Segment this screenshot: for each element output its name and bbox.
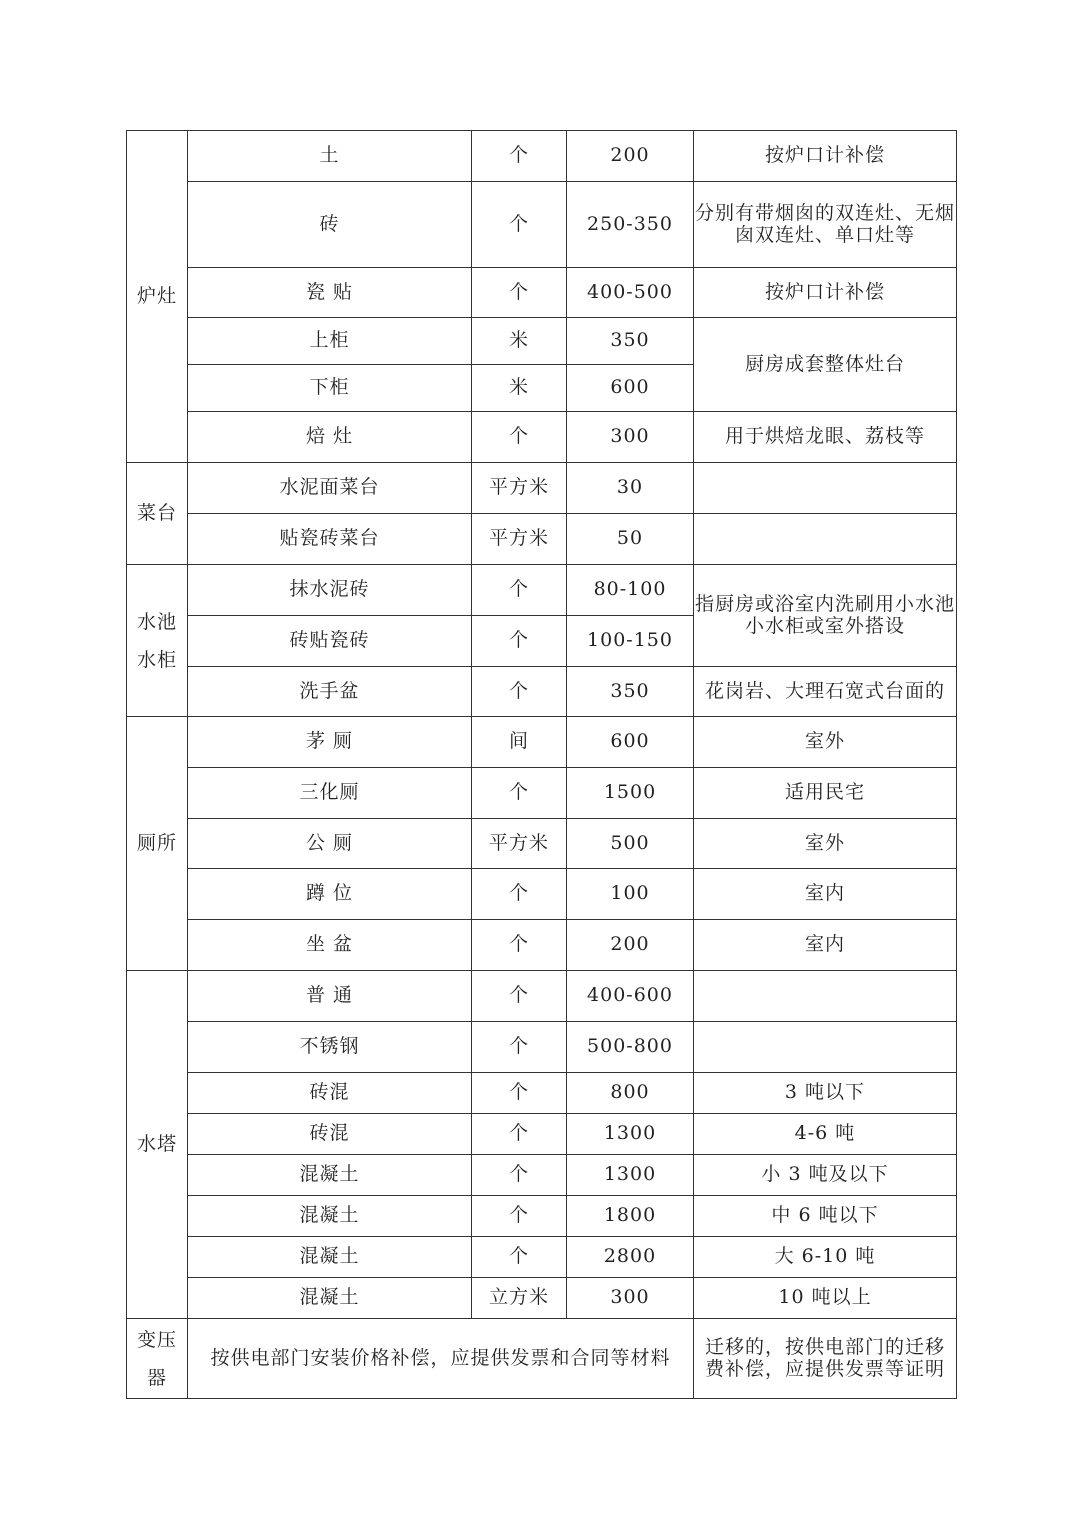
unit-cell: 个 [472, 1073, 567, 1114]
price-cell: 350 [567, 667, 694, 717]
note-cell: 厨房成套整体灶台 [694, 318, 957, 412]
table-row [127, 1073, 957, 1114]
unit-cell: 平方米 [472, 819, 567, 869]
note-cell: 分别有带烟囱的双连灶、无烟囱双连灶、单口灶等 [694, 182, 957, 268]
price-cell: 400-600 [567, 971, 694, 1022]
table-row [127, 514, 957, 565]
unit-cell: 平方米 [472, 463, 567, 514]
compensation-table [126, 130, 957, 1399]
table-row [127, 1278, 957, 1319]
table-row [127, 412, 957, 463]
table-row [127, 1237, 957, 1278]
note-cell: 小 3 吨及以下 [694, 1155, 957, 1196]
item-cell: 焙 灶 [188, 412, 472, 463]
note-cell [694, 1022, 957, 1073]
note-cell: 适用民宅 [694, 768, 957, 819]
price-cell: 50 [567, 514, 694, 565]
table-row [127, 869, 957, 920]
price-cell: 800 [567, 1073, 694, 1114]
category-sink-line1: 水池 [136, 610, 177, 633]
transformer-description: 按供电部门安装价格补偿，应提供发票和合同等材料 [188, 1319, 694, 1399]
table-row [127, 463, 957, 514]
price-cell: 80-100 [567, 565, 694, 616]
item-cell: 土 [188, 131, 472, 182]
price-cell: 1800 [567, 1196, 694, 1237]
item-cell: 砖混 [188, 1073, 472, 1114]
unit-cell: 个 [472, 616, 567, 667]
item-cell: 公 厕 [188, 819, 472, 869]
note-cell: 按炉口计补偿 [694, 268, 957, 318]
item-cell: 贴瓷砖菜台 [188, 514, 472, 565]
note-cell: 4-6 吨 [694, 1114, 957, 1155]
note-cell: 指厨房或浴室内洗刷用小水池小水柜或室外搭设 [694, 565, 957, 667]
table-row [127, 971, 957, 1022]
unit-cell: 平方米 [472, 514, 567, 565]
item-cell: 砖贴瓷砖 [188, 616, 472, 667]
table-row [127, 667, 957, 717]
unit-cell: 个 [472, 1022, 567, 1073]
note-cell [694, 514, 957, 565]
note-cell: 花岗岩、大理石宽式台面的 [694, 667, 957, 717]
price-cell: 400-500 [567, 268, 694, 318]
price-cell: 100 [567, 869, 694, 920]
category-stove: 炉灶 [127, 131, 188, 463]
category-tower: 水塔 [127, 971, 188, 1319]
unit-cell: 个 [472, 1114, 567, 1155]
note-cell: 室内 [694, 869, 957, 920]
table-row [127, 819, 957, 869]
unit-cell: 个 [472, 768, 567, 819]
price-cell: 2800 [567, 1237, 694, 1278]
price-cell: 300 [567, 1278, 694, 1319]
item-cell: 不锈钢 [188, 1022, 472, 1073]
table-row [127, 717, 957, 768]
item-cell: 下柜 [188, 365, 472, 412]
item-cell: 洗手盆 [188, 667, 472, 717]
category-sink [127, 565, 188, 717]
unit-cell: 间 [472, 717, 567, 768]
unit-cell: 个 [472, 131, 567, 182]
note-cell [694, 463, 957, 514]
table-row [127, 1319, 957, 1399]
table-row [127, 565, 957, 616]
transformer-note-line2: 费补偿，应提供发票等证明 [704, 1357, 945, 1380]
unit-cell: 个 [472, 971, 567, 1022]
price-cell: 600 [567, 717, 694, 768]
note-cell: 中 6 吨以下 [694, 1196, 957, 1237]
category-sink-line2: 水柜 [136, 648, 177, 671]
item-cell: 抹水泥砖 [188, 565, 472, 616]
table-row [127, 1114, 957, 1155]
item-cell: 水泥面菜台 [188, 463, 472, 514]
item-cell: 三化厕 [188, 768, 472, 819]
table-row [127, 768, 957, 819]
item-cell: 砖混 [188, 1114, 472, 1155]
price-cell: 100-150 [567, 616, 694, 667]
item-cell: 蹲 位 [188, 869, 472, 920]
table-row [127, 1022, 957, 1073]
unit-cell: 个 [472, 412, 567, 463]
note-cell [694, 971, 957, 1022]
item-cell: 普 通 [188, 971, 472, 1022]
item-cell: 上柜 [188, 318, 472, 365]
unit-cell: 个 [472, 565, 567, 616]
note-cell: 室外 [694, 717, 957, 768]
table-row [127, 182, 957, 268]
table-row [127, 318, 957, 365]
unit-cell: 个 [472, 1155, 567, 1196]
transformer-note [694, 1319, 957, 1399]
note-cell: 用于烘焙龙眼、荔枝等 [694, 412, 957, 463]
category-transformer-line1: 变压 [136, 1328, 177, 1351]
unit-cell: 个 [472, 268, 567, 318]
category-transformer-line2: 器 [146, 1366, 167, 1389]
unit-cell: 米 [472, 365, 567, 412]
table-row [127, 1155, 957, 1196]
item-cell: 茅 厕 [188, 717, 472, 768]
note-cell: 室内 [694, 920, 957, 971]
item-cell: 混凝土 [188, 1196, 472, 1237]
price-cell: 1500 [567, 768, 694, 819]
transformer-note-line1: 迁移的，按供电部门的迁移 [704, 1335, 945, 1358]
note-cell: 大 6-10 吨 [694, 1237, 957, 1278]
price-cell: 600 [567, 365, 694, 412]
table-row [127, 268, 957, 318]
category-toilet: 厕所 [127, 717, 188, 971]
price-cell: 200 [567, 920, 694, 971]
item-cell: 混凝土 [188, 1155, 472, 1196]
item-cell: 混凝土 [188, 1278, 472, 1319]
item-cell: 砖 [188, 182, 472, 268]
price-cell: 500-800 [567, 1022, 694, 1073]
unit-cell: 个 [472, 1196, 567, 1237]
price-cell: 300 [567, 412, 694, 463]
unit-cell: 个 [472, 667, 567, 717]
price-cell: 500 [567, 819, 694, 869]
table-row [127, 920, 957, 971]
unit-cell: 个 [472, 920, 567, 971]
category-counter: 菜台 [127, 463, 188, 565]
price-cell: 30 [567, 463, 694, 514]
item-cell: 混凝土 [188, 1237, 472, 1278]
item-cell: 坐 盆 [188, 920, 472, 971]
table-row [127, 1196, 957, 1237]
price-cell: 250-350 [567, 182, 694, 268]
note-cell: 室外 [694, 819, 957, 869]
unit-cell: 个 [472, 869, 567, 920]
unit-cell: 个 [472, 1237, 567, 1278]
price-cell: 350 [567, 318, 694, 365]
table-row [127, 131, 957, 182]
price-cell: 200 [567, 131, 694, 182]
price-cell: 1300 [567, 1114, 694, 1155]
unit-cell: 个 [472, 182, 567, 268]
unit-cell: 米 [472, 318, 567, 365]
unit-cell: 立方米 [472, 1278, 567, 1319]
note-cell: 按炉口计补偿 [694, 131, 957, 182]
note-cell: 3 吨以下 [694, 1073, 957, 1114]
category-transformer [127, 1319, 188, 1399]
item-cell: 瓷 贴 [188, 268, 472, 318]
price-cell: 1300 [567, 1155, 694, 1196]
note-cell: 10 吨以上 [694, 1278, 957, 1319]
